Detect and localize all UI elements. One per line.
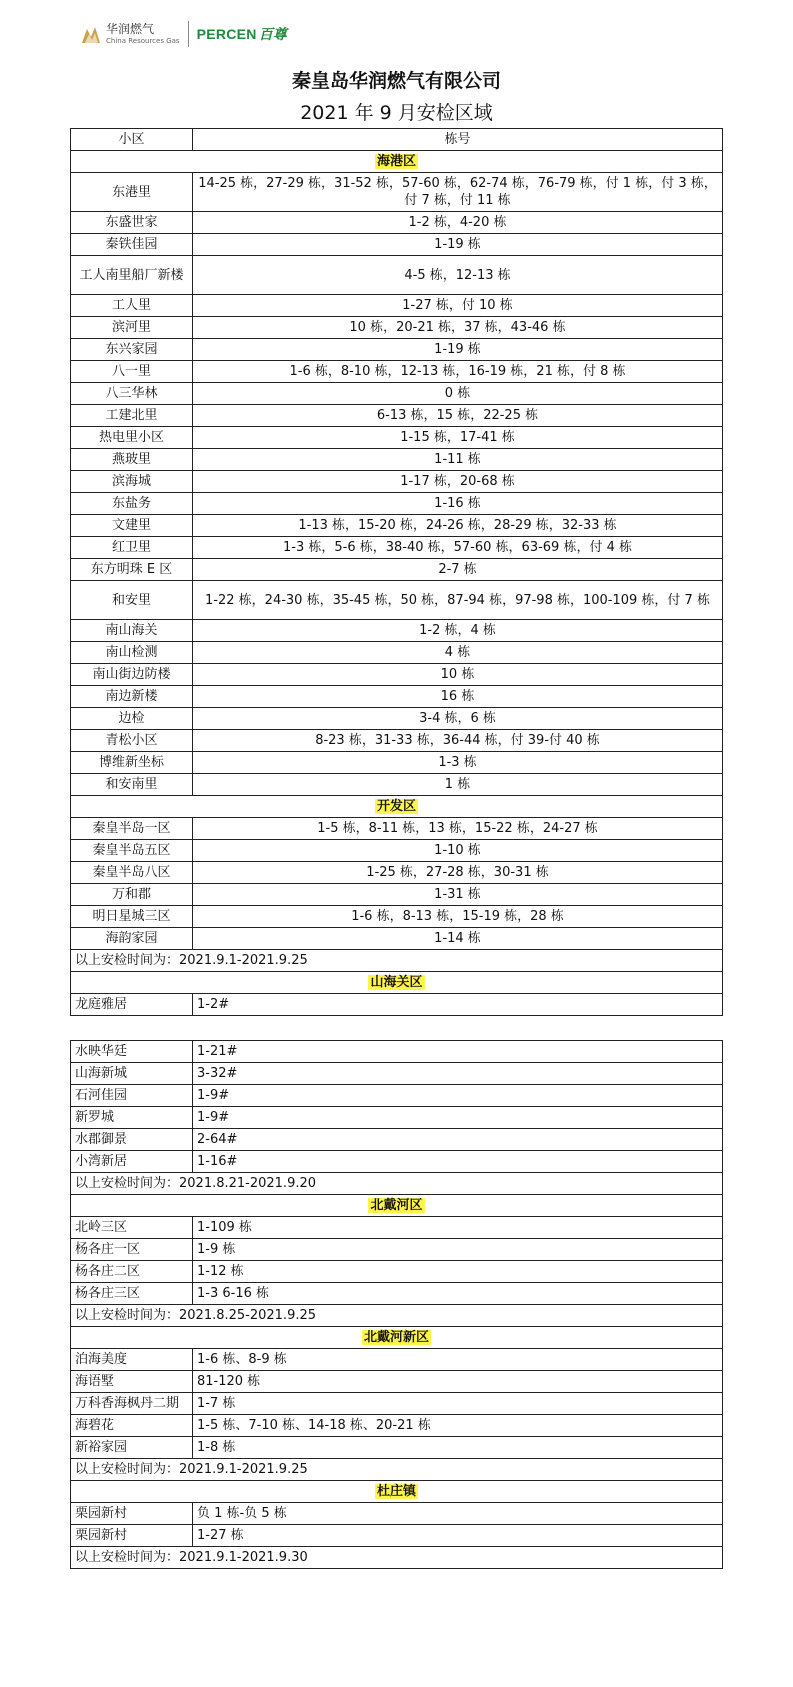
community-name: 明日星城三区 xyxy=(71,906,193,928)
community-name: 东兴家园 xyxy=(71,339,193,361)
section-row xyxy=(71,1327,723,1349)
table-row xyxy=(71,1283,723,1305)
inspection-time-row xyxy=(71,1173,723,1195)
table-row xyxy=(71,1129,723,1151)
table-row xyxy=(71,884,723,906)
building-numbers: 负 1 栋-负 5 栋 xyxy=(193,1503,723,1525)
building-numbers: 1-11 栋 xyxy=(193,449,723,471)
community-name: 八一里 xyxy=(71,361,193,383)
table-row xyxy=(71,295,723,317)
partner-logo-text: PERCEN xyxy=(196,26,257,42)
brand-name-en: China Resources Gas xyxy=(106,37,180,45)
table-row xyxy=(71,620,723,642)
community-name: 东盛世家 xyxy=(71,212,193,234)
table-row xyxy=(71,471,723,493)
building-numbers: 2-7 栋 xyxy=(193,559,723,581)
table-row xyxy=(71,730,723,752)
building-numbers: 1-10 栋 xyxy=(193,840,723,862)
building-numbers: 1-31 栋 xyxy=(193,884,723,906)
building-numbers: 1-15 栋，17-41 栋 xyxy=(193,427,723,449)
community-name: 杨各庄三区 xyxy=(71,1283,193,1305)
community-name: 北岭三区 xyxy=(71,1217,193,1239)
building-numbers: 1-2 栋，4 栋 xyxy=(193,620,723,642)
table-row xyxy=(71,906,723,928)
table-row xyxy=(71,1525,723,1547)
building-numbers: 1-27 栋 xyxy=(193,1525,723,1547)
building-numbers: 1-5 栋、7-10 栋、14-18 栋、20-21 栋 xyxy=(193,1415,723,1437)
inspection-time: 以上安检时间为：2021.9.1-2021.9.30 xyxy=(71,1547,723,1569)
community-name: 东方明珠 E 区 xyxy=(71,559,193,581)
building-numbers: 10 栋 xyxy=(193,664,723,686)
community-name: 南山海关 xyxy=(71,620,193,642)
header-building: 栋号 xyxy=(193,129,723,151)
building-numbers: 1-14 栋 xyxy=(193,928,723,950)
community-name: 边检 xyxy=(71,708,193,730)
building-numbers: 1-16# xyxy=(193,1151,723,1173)
building-numbers: 4-5 栋，12-13 栋 xyxy=(193,256,723,295)
section-row xyxy=(71,796,723,818)
building-numbers: 1-27 栋，付 10 栋 xyxy=(193,295,723,317)
table-row xyxy=(71,1415,723,1437)
table-row xyxy=(71,1371,723,1393)
table-row xyxy=(71,686,723,708)
building-numbers: 3-32# xyxy=(193,1063,723,1085)
table-row xyxy=(71,173,723,212)
table-row xyxy=(71,515,723,537)
building-numbers: 1-3 栋 xyxy=(193,752,723,774)
section-title-shanhaiguan: 山海关区 xyxy=(370,975,423,990)
table-row xyxy=(71,537,723,559)
community-name: 博维新坐标 xyxy=(71,752,193,774)
table-row xyxy=(71,581,723,620)
section-title-beidaihe-new: 北戴河新区 xyxy=(363,1330,429,1345)
building-numbers: 1-19 栋 xyxy=(193,234,723,256)
community-name: 水映华廷 xyxy=(71,1041,193,1063)
inspection-table-1 xyxy=(70,128,723,1016)
building-numbers: 1-17 栋，20-68 栋 xyxy=(193,471,723,493)
table-row xyxy=(71,642,723,664)
community-name: 栗园新村 xyxy=(71,1503,193,1525)
table-row xyxy=(71,361,723,383)
building-numbers: 0 栋 xyxy=(193,383,723,405)
table-row xyxy=(71,774,723,796)
community-name: 南山街边防楼 xyxy=(71,664,193,686)
community-name: 秦铁佳园 xyxy=(71,234,193,256)
table-header-row xyxy=(71,129,723,151)
document-subtitle: 2021 年 9 月安检区域 xyxy=(300,102,493,124)
china-resources-logo-icon xyxy=(80,23,102,45)
community-name: 新裕家园 xyxy=(71,1437,193,1459)
community-name: 秦皇半岛五区 xyxy=(71,840,193,862)
community-name: 红卫里 xyxy=(71,537,193,559)
header-community: 小区 xyxy=(71,129,193,151)
section-title-beidaihe: 北戴河区 xyxy=(370,1198,423,1213)
inspection-time: 以上安检时间为：2021.9.1-2021.9.25 xyxy=(71,950,723,972)
building-numbers: 81-120 栋 xyxy=(193,1371,723,1393)
community-name: 工人南里船厂新楼 xyxy=(71,256,193,295)
building-numbers: 10 栋，20-21 栋，37 栋，43-46 栋 xyxy=(193,317,723,339)
table-row xyxy=(71,559,723,581)
community-name: 和安南里 xyxy=(71,774,193,796)
table-row xyxy=(71,317,723,339)
community-name: 海韵家园 xyxy=(71,928,193,950)
table-row xyxy=(71,1393,723,1415)
table-row xyxy=(71,1041,723,1063)
building-numbers: 1-22 栋，24-30 栋，35-45 栋，50 栋，87-94 栋，97-98 栋，100-109 栋，付 7 栋 xyxy=(193,581,723,620)
table-row xyxy=(71,383,723,405)
community-name: 水郡御景 xyxy=(71,1129,193,1151)
building-numbers: 1-6 栋、8-9 栋 xyxy=(193,1349,723,1371)
building-numbers: 1-3 栋，5-6 栋，38-40 栋，57-60 栋，63-69 栋，付 4 栋 xyxy=(193,537,723,559)
table-row xyxy=(71,449,723,471)
community-name: 万科香海枫丹二期 xyxy=(71,1393,193,1415)
community-name: 工人里 xyxy=(71,295,193,317)
community-name: 栗园新村 xyxy=(71,1525,193,1547)
section-title-haigang: 海港区 xyxy=(376,154,416,169)
section-row xyxy=(71,1195,723,1217)
community-name: 小湾新居 xyxy=(71,1151,193,1173)
building-numbers: 1-19 栋 xyxy=(193,339,723,361)
table-row xyxy=(71,708,723,730)
community-name: 青松小区 xyxy=(71,730,193,752)
partner-logo-cn: 百尊 xyxy=(258,27,287,43)
building-numbers: 1-3 6-16 栋 xyxy=(193,1283,723,1305)
logo-divider xyxy=(188,21,189,47)
table-row xyxy=(71,994,723,1016)
building-numbers: 1-9# xyxy=(193,1107,723,1129)
building-numbers: 1-8 栋 xyxy=(193,1437,723,1459)
building-numbers: 1-5 栋，8-11 栋，13 栋，15-22 栋，24-27 栋 xyxy=(193,818,723,840)
inspection-time-row xyxy=(71,1547,723,1569)
community-name: 新罗城 xyxy=(71,1107,193,1129)
building-numbers: 3-4 栋，6 栋 xyxy=(193,708,723,730)
building-numbers: 1 栋 xyxy=(193,774,723,796)
table-row xyxy=(71,1217,723,1239)
table-row xyxy=(71,1239,723,1261)
community-name: 南边新楼 xyxy=(71,686,193,708)
table-row xyxy=(71,752,723,774)
building-numbers: 1-109 栋 xyxy=(193,1217,723,1239)
table-row xyxy=(71,427,723,449)
community-name: 东盐务 xyxy=(71,493,193,515)
section-title-duzhuang: 杜庄镇 xyxy=(376,1484,416,1499)
building-numbers: 6-13 栋，15 栋，22-25 栋 xyxy=(193,405,723,427)
table-row xyxy=(71,1107,723,1129)
inspection-time: 以上安检时间为：2021.9.1-2021.9.25 xyxy=(71,1459,723,1481)
table-row xyxy=(71,1437,723,1459)
company-logo xyxy=(80,16,287,52)
table-row xyxy=(71,212,723,234)
table-row xyxy=(71,664,723,686)
community-name: 杨各庄二区 xyxy=(71,1261,193,1283)
community-name: 山海新城 xyxy=(71,1063,193,1085)
building-numbers: 1-7 栋 xyxy=(193,1393,723,1415)
building-numbers: 8-23 栋，31-33 栋，36-44 栋，付 39-付 40 栋 xyxy=(193,730,723,752)
table-row xyxy=(71,862,723,884)
building-numbers: 1-2 栋，4-20 栋 xyxy=(193,212,723,234)
community-name: 秦皇半岛八区 xyxy=(71,862,193,884)
community-name: 石河佳园 xyxy=(71,1085,193,1107)
community-name: 泊海美度 xyxy=(71,1349,193,1371)
table-row xyxy=(71,928,723,950)
community-name: 八三华林 xyxy=(71,383,193,405)
building-numbers: 1-2# xyxy=(193,994,723,1016)
brand-name-cn: 华润燃气 xyxy=(106,22,155,36)
section-row xyxy=(71,972,723,994)
community-name: 文建里 xyxy=(71,515,193,537)
inspection-time: 以上安检时间为：2021.8.21-2021.9.20 xyxy=(71,1173,723,1195)
community-name: 南山检测 xyxy=(71,642,193,664)
table-row xyxy=(71,339,723,361)
community-name: 和安里 xyxy=(71,581,193,620)
building-numbers: 1-12 栋 xyxy=(193,1261,723,1283)
community-name: 秦皇半岛一区 xyxy=(71,818,193,840)
table-row xyxy=(71,1063,723,1085)
inspection-time-row xyxy=(71,950,723,972)
section-row-haigang xyxy=(71,151,723,173)
document-title: 秦皇岛华润燃气有限公司 xyxy=(291,70,501,92)
table-row xyxy=(71,405,723,427)
community-name: 万和郡 xyxy=(71,884,193,906)
community-name: 杨各庄一区 xyxy=(71,1239,193,1261)
community-name: 滨海城 xyxy=(71,471,193,493)
table-row xyxy=(71,1349,723,1371)
building-numbers: 1-13 栋，15-20 栋，24-26 栋，28-29 栋，32-33 栋 xyxy=(193,515,723,537)
table-row xyxy=(71,818,723,840)
building-numbers: 1-9 栋 xyxy=(193,1239,723,1261)
table-row xyxy=(71,1151,723,1173)
community-name: 海语墅 xyxy=(71,1371,193,1393)
community-name: 滨河里 xyxy=(71,317,193,339)
table-row xyxy=(71,493,723,515)
community-name: 热电里小区 xyxy=(71,427,193,449)
building-numbers: 1-25 栋，27-28 栋，30-31 栋 xyxy=(193,862,723,884)
building-numbers: 16 栋 xyxy=(193,686,723,708)
table-row xyxy=(71,1085,723,1107)
building-numbers: 1-6 栋，8-13 栋，15-19 栋，28 栋 xyxy=(193,906,723,928)
inspection-time: 以上安检时间为：2021.8.25-2021.9.25 xyxy=(71,1305,723,1327)
table-row xyxy=(71,234,723,256)
community-name: 东港里 xyxy=(71,173,193,212)
inspection-table-2 xyxy=(70,1040,723,1569)
building-numbers: 1-21# xyxy=(193,1041,723,1063)
community-name: 工建北里 xyxy=(71,405,193,427)
community-name: 龙庭雅居 xyxy=(71,994,193,1016)
community-name: 燕玻里 xyxy=(71,449,193,471)
building-numbers: 2-64# xyxy=(193,1129,723,1151)
inspection-time-row xyxy=(71,1459,723,1481)
table-row xyxy=(71,1261,723,1283)
section-row xyxy=(71,1481,723,1503)
table-row xyxy=(71,1503,723,1525)
building-numbers: 1-16 栋 xyxy=(193,493,723,515)
table-row xyxy=(71,256,723,295)
building-numbers: 1-9# xyxy=(193,1085,723,1107)
section-title-kaifa: 开发区 xyxy=(376,799,416,814)
inspection-time-row xyxy=(71,1305,723,1327)
building-numbers: 4 栋 xyxy=(193,642,723,664)
community-name: 海碧花 xyxy=(71,1415,193,1437)
table-row xyxy=(71,840,723,862)
building-numbers: 1-6 栋，8-10 栋，12-13 栋，16-19 栋，21 栋，付 8 栋 xyxy=(193,361,723,383)
building-numbers: 14-25 栋，27-29 栋，31-52 栋，57-60 栋，62-74 栋，76-79 栋，付 1 栋，付 3 栋，付 7 栋，付 11 栋 xyxy=(193,173,723,212)
